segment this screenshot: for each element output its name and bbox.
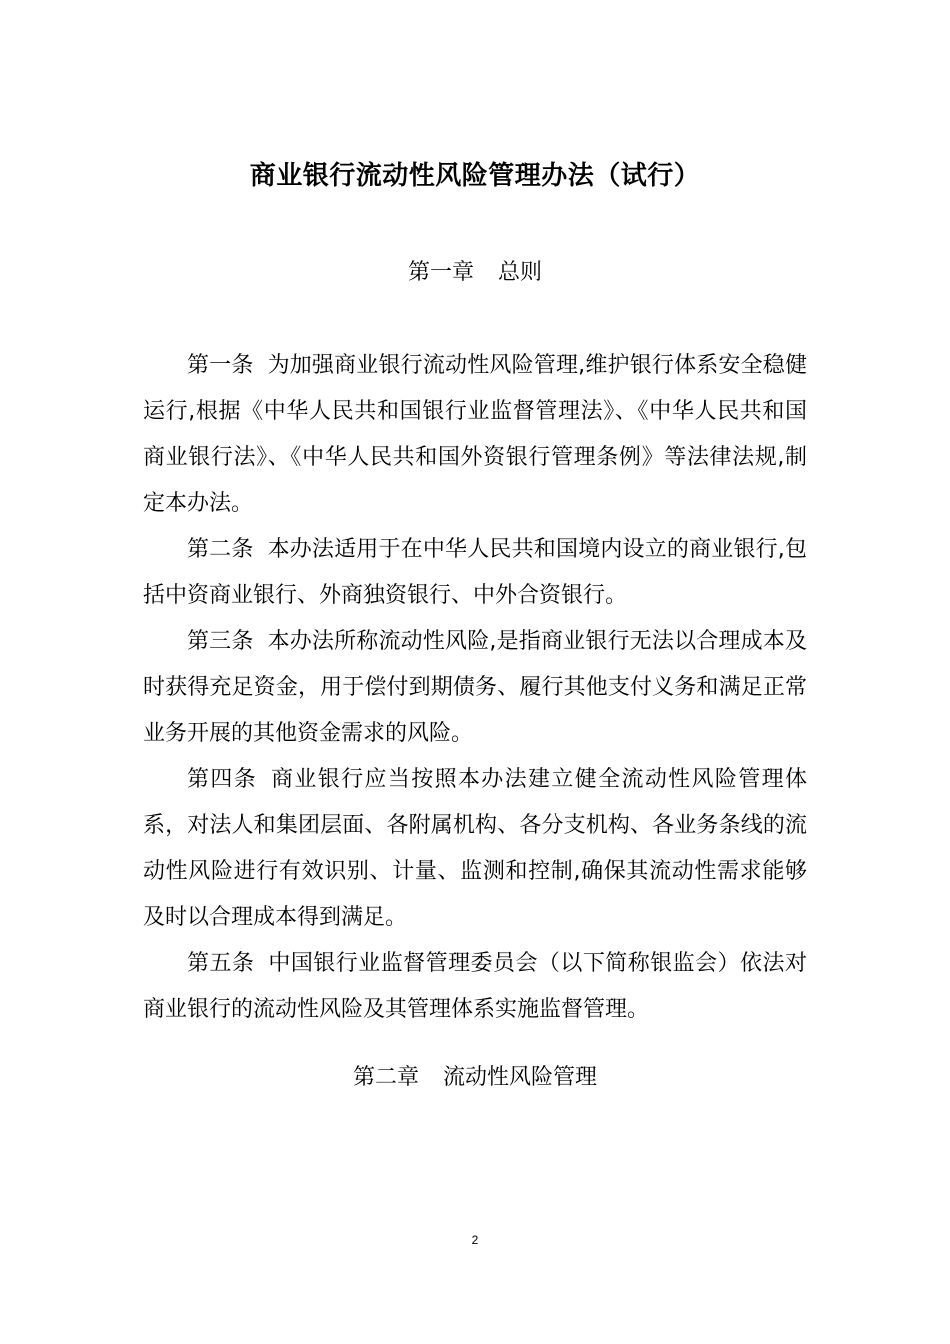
article-number: 第二条 [187, 537, 254, 562]
article-paragraph [143, 941, 807, 1033]
article-text: 为加强商业银行流动性风险管理,维护银行体系安全稳健运行,根据《中华人民共和国银行业监督管理法》、《中华人民共和国商业银行法》、《中华人民共和国外资银行管理条例》等法律法规,制定本办法。 [143, 353, 807, 516]
article-paragraph [143, 527, 807, 619]
article-list [143, 343, 807, 1033]
page-title: 商业银行流动性风险管理办法（试行） [249, 161, 701, 191]
article-number: 第一条 [187, 353, 254, 378]
article-text: 本办法适用于在中华人民共和国境内设立的商业银行,包括中资商业银行、外商独资银行、中外合资银行。 [143, 537, 807, 608]
chapter-number: 第一章 [407, 260, 474, 285]
chapter-heading [0, 1061, 950, 1095]
article-paragraph [143, 619, 807, 757]
article-text: 本办法所称流动性风险,是指商业银行无法以合理成本及时获得充足资金，用于偿付到期债务、履行其他支付义务和满足正常业务开展的其他资金需求的风险。 [143, 629, 807, 746]
chapter-name: 流动性风险管理 [443, 1065, 598, 1090]
article-number: 第三条 [187, 629, 254, 654]
chapter-number: 第二章 [352, 1065, 419, 1090]
chapter-heading [0, 256, 950, 290]
article-text: 商业银行应当按照本办法建立健全流动性风险管理体系，对法人和集团层面、各附属机构、各分支机构、各业务条线的流动性风险进行有效识别、计量、监测和控制,确保其流动性需求能够及时以合理成本得到满足。 [143, 767, 807, 930]
article-number: 第五条 [187, 951, 255, 976]
article-number: 第四条 [187, 767, 258, 792]
article-paragraph [143, 343, 807, 527]
page-number: 2 [471, 1233, 479, 1247]
article-text: 中国银行业监督管理委员会（以下简称银监会）依法对商业银行的流动性风险及其管理体系实施监督管理。 [143, 951, 807, 1022]
article-paragraph [143, 757, 807, 941]
chapter-name: 总则 [498, 260, 543, 285]
